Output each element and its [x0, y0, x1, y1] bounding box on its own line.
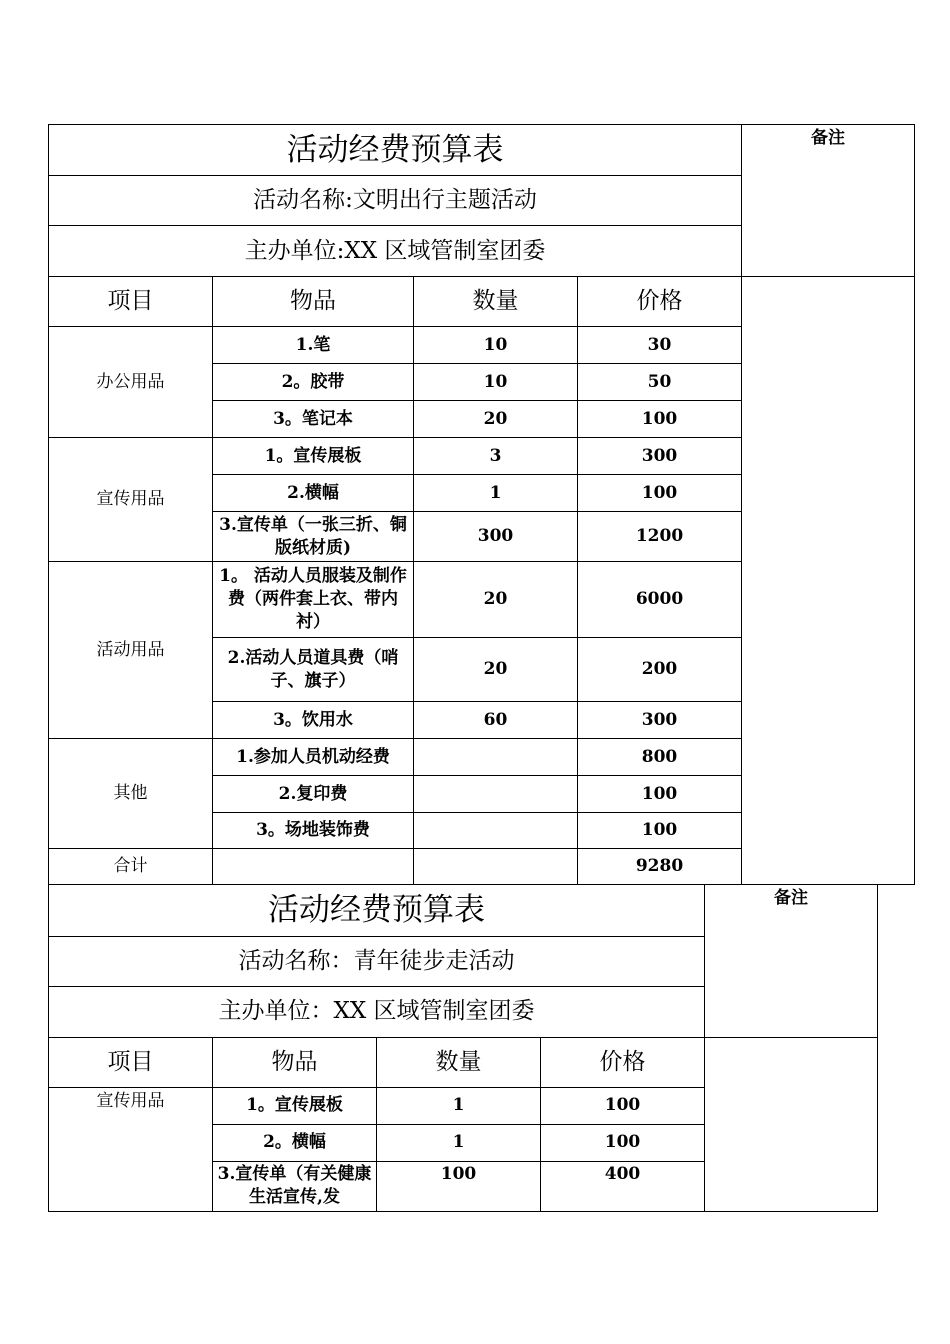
- price-cell: 100: [578, 401, 742, 438]
- organizer: 主办单位：XX 区域管制室团委: [49, 986, 705, 1037]
- category-cell: 宣传用品: [49, 438, 213, 562]
- item-cell: 2。胶带: [213, 364, 414, 401]
- table-title: 活动经费预算表: [49, 125, 742, 176]
- item-cell: 2。横幅: [213, 1124, 377, 1161]
- header-item: 物品: [213, 277, 414, 327]
- activity-name: 活动名称：青年徒步走活动: [49, 936, 705, 986]
- budget-table-1: [48, 124, 915, 885]
- header-item: 物品: [213, 1037, 377, 1087]
- total-qty-cell: [414, 849, 578, 885]
- qty-cell: 1: [377, 1124, 541, 1161]
- price-cell: 1200: [578, 512, 742, 562]
- qty-cell: [414, 739, 578, 776]
- item-cell: 3.宣传单（有关健康生活宣传,发: [213, 1161, 377, 1211]
- header-quantity: 数量: [414, 277, 578, 327]
- organizer: 主办单位:XX 区域管制室团委: [49, 226, 742, 277]
- item-cell: 2.横幅: [213, 475, 414, 512]
- qty-cell: 10: [414, 364, 578, 401]
- qty-cell: [414, 776, 578, 813]
- qty-cell: 20: [414, 401, 578, 438]
- qty-cell: 20: [414, 638, 578, 702]
- note-cell: [742, 277, 915, 885]
- item-cell: 3.宣传单（一张三折、铜版纸材质): [213, 512, 414, 562]
- note-label: 备注: [742, 125, 915, 277]
- item-cell: 1。宣传展板: [213, 1087, 377, 1124]
- item-cell: 1.参加人员机动经费: [213, 739, 414, 776]
- header-price: 价格: [541, 1037, 705, 1087]
- total-item-cell: [213, 849, 414, 885]
- header-project: 项目: [49, 277, 213, 327]
- price-cell: 100: [578, 813, 742, 849]
- qty-cell: [414, 813, 578, 849]
- qty-cell: 10: [414, 327, 578, 364]
- note-label: 备注: [705, 885, 878, 1037]
- price-cell: 50: [578, 364, 742, 401]
- activity-name: 活动名称:文明出行主题活动: [49, 176, 742, 226]
- table-title: 活动经费预算表: [49, 885, 705, 936]
- qty-cell: 1: [377, 1087, 541, 1124]
- price-cell: 100: [578, 776, 742, 813]
- price-cell: 30: [578, 327, 742, 364]
- category-cell: 活动用品: [49, 562, 213, 739]
- qty-cell: 300: [414, 512, 578, 562]
- item-cell: 2.复印费: [213, 776, 414, 813]
- price-cell: 100: [578, 475, 742, 512]
- item-cell: 3。饮用水: [213, 702, 414, 739]
- item-cell: 1.笔: [213, 327, 414, 364]
- price-cell: 300: [578, 702, 742, 739]
- budget-table-2: [48, 885, 915, 1212]
- category-cell: 办公用品: [49, 327, 213, 438]
- item-cell: 3。场地装饰费: [213, 813, 414, 849]
- category-cell: 宣传用品: [49, 1087, 213, 1211]
- qty-cell: 3: [414, 438, 578, 475]
- qty-cell: 1: [414, 475, 578, 512]
- price-cell: 300: [578, 438, 742, 475]
- price-cell: 100: [541, 1087, 705, 1124]
- price-cell: 800: [578, 739, 742, 776]
- qty-cell: 60: [414, 702, 578, 739]
- qty-cell: 20: [414, 562, 578, 638]
- total-value: 9280: [578, 849, 742, 885]
- header-price: 价格: [578, 277, 742, 327]
- item-cell: 3。笔记本: [213, 401, 414, 438]
- qty-cell: 100: [377, 1161, 541, 1211]
- header-quantity: 数量: [377, 1037, 541, 1087]
- note-cell: [705, 1037, 878, 1211]
- item-cell: 2.活动人员道具费（哨子、旗子）: [213, 638, 414, 702]
- price-cell: 100: [541, 1124, 705, 1161]
- item-cell: 1。宣传展板: [213, 438, 414, 475]
- right-margin: [878, 885, 915, 1211]
- price-cell: 400: [541, 1161, 705, 1211]
- header-project: 项目: [49, 1037, 213, 1087]
- item-cell: 1。 活动人员服装及制作费（两件套上衣、带内衬）: [213, 562, 414, 638]
- price-cell: 200: [578, 638, 742, 702]
- category-cell: 其他: [49, 739, 213, 849]
- total-label: 合计: [49, 849, 213, 885]
- price-cell: 6000: [578, 562, 742, 638]
